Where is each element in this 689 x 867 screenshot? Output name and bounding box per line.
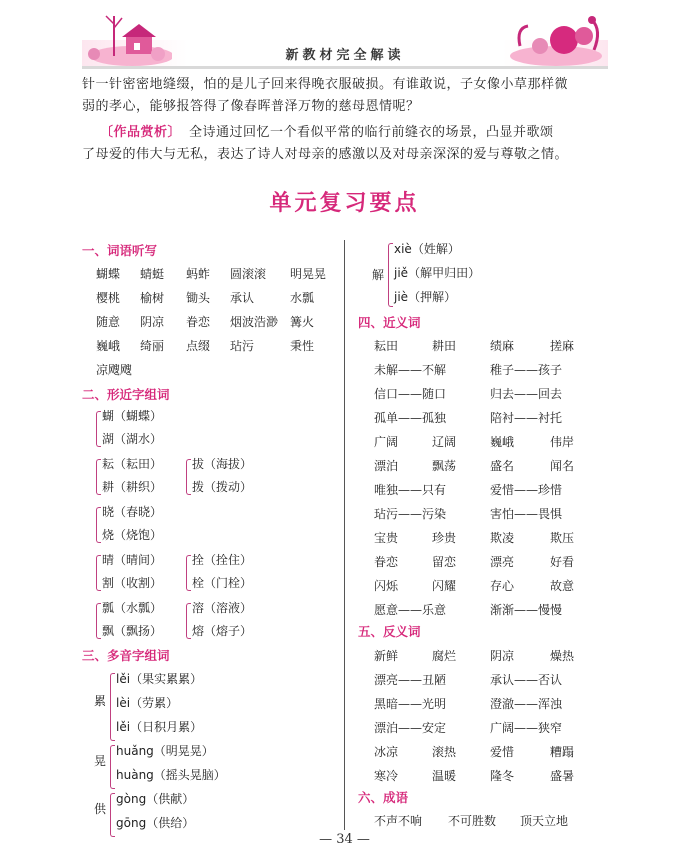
pair-word-a: 晴（晴间） [102,553,163,567]
vocab-word: 点缀 [186,339,211,353]
poly-item [116,814,194,831]
poly-item [394,264,480,281]
vocab-word: 明晃晃 [290,267,327,281]
pair-brace [186,459,191,495]
poly-word: （供给） [146,816,195,830]
poly-brace [388,243,393,307]
poly-word: （摇头晃脑） [153,768,226,782]
pinyin: lěi [116,672,131,686]
pair-brace [96,555,101,591]
pinyin: huàng [116,768,154,782]
syn-word: 珍贵 [432,531,457,545]
syn-word: 爱惜——珍惜 [490,483,563,497]
vocab-word: 蚂蚱 [186,267,211,281]
vocab-word: 承认 [230,291,255,305]
syn-word: 伟岸 [550,435,575,449]
page-number: — 34 — [319,832,370,847]
ant-word: 新鲜 [374,649,399,663]
syn-word: 唯独——只有 [374,483,447,497]
poly-word: （日积月累） [130,720,203,734]
vocab-word: 锄头 [186,291,211,305]
poly-item [116,694,178,711]
syn-word: 飘荡 [432,459,457,473]
vocab-word: 榆树 [140,291,165,305]
vocab-word: 蜻蜓 [140,267,165,281]
vocab-word: 阴凉 [140,315,165,329]
pair-brace [96,459,101,495]
poly-item [394,240,460,257]
poly-word: （果实累累） [130,672,203,686]
poly-item [116,670,202,687]
pair-brace [96,603,101,639]
syn-word: 玷污——污染 [374,507,447,521]
vocab-word: 随意 [96,315,121,329]
pair-word-b: 烧（烧饱） [102,528,163,542]
appreciation-line-2: 了母爱的伟大与无私，表达了诗人对母亲的感激以及对母亲深深的爱与尊敬之情。 [82,147,569,162]
pair-word-c: 拴（拴住） [192,553,253,567]
syn-word: 眷恋 [374,555,399,569]
vocab-word: 圆滚滚 [230,267,267,281]
pair-word-a: 耘（耘田） [102,457,163,471]
ant-word: 承认——否认 [490,673,563,687]
poly-char: 晃 [94,754,107,768]
heading-antonyms: 五、反义词 [358,624,421,639]
heading-idioms: 六、成语 [358,790,409,805]
pair-word-b: 耕（耕织） [102,480,163,494]
ant-word: 盛暑 [550,769,575,783]
poly-word: （解甲归田） [408,266,481,280]
vocab-word: 樱桃 [96,291,121,305]
appreciation-line-1 [100,122,610,144]
syn-word: 信口——随口 [374,387,447,401]
syn-word: 搓麻 [550,339,575,353]
vocab-word: 秉性 [290,339,315,353]
syn-word: 盛名 [490,459,515,473]
heading-vocab-dictation: 一、词语听写 [82,243,158,258]
syn-word: 渐渐——慢慢 [490,603,563,617]
pair-word-b: 割（收割） [102,576,163,590]
poly-item [116,718,202,735]
ant-word: 糟蹋 [550,745,575,759]
poly-word: （明晃晃） [153,744,214,758]
ant-word: 澄澈——浑浊 [490,697,563,711]
vocab-word: 水瓢 [290,291,315,305]
poly-char: 解 [372,268,385,282]
poly-word: （姓解） [411,242,460,256]
poly-char: 累 [94,694,107,708]
ant-word: 黑暗——光明 [374,697,447,711]
syn-word: 巍峨 [490,435,515,449]
intro-line-2: 弱的孝心，能够报答得了像春晖普泽万物的慈母恩情呢？ [82,99,420,114]
syn-word: 广阔 [374,435,399,449]
syn-word: 归去——回去 [490,387,563,401]
column-divider [344,240,345,830]
vocab-word: 眷恋 [186,315,211,329]
pinyin: huǎng [116,744,154,758]
pair-brace [186,603,191,639]
ant-word: 爱惜 [490,745,515,759]
poly-word: （供献） [146,792,195,806]
ant-word: 冰凉 [374,745,399,759]
pinyin: xiè [394,242,412,256]
pair-word-b: 飘（飘扬） [102,624,163,638]
intro-line-1: 针一针密密地缝缀，怕的是儿子回来得晚衣服破损。有谁敢说，子女像小草那样微 [82,77,569,92]
poly-brace [110,673,115,741]
ant-word: 寒冷 [374,769,399,783]
ant-word: 漂亮——丑陋 [374,673,447,687]
pair-brace [186,555,191,591]
pair-word-c: 溶（溶液） [192,601,253,615]
syn-word: 存心 [490,579,515,593]
heading-synonyms: 四、近义词 [358,315,421,330]
poly-item [116,742,214,759]
ant-word: 滚热 [432,745,457,759]
syn-word: 留恋 [432,555,457,569]
pinyin: gōng [116,816,147,830]
vocab-word: 巍峨 [96,339,121,353]
syn-word: 欺凌 [490,531,515,545]
idiom: 顶天立地 [520,814,569,828]
syn-word: 闪耀 [432,579,457,593]
ant-word: 漂泊——安定 [374,721,447,735]
poly-brace [110,745,115,789]
appreciation-tag: 〔作品赏析〕 [100,125,182,140]
poly-word: （劳累） [130,696,179,710]
idiom: 不可胜数 [448,814,497,828]
poly-item [116,766,226,783]
syn-word: 好看 [550,555,575,569]
ant-word: 燥热 [550,649,575,663]
ant-word: 广阔——狭窄 [490,721,563,735]
pair-brace [96,507,101,543]
vocab-word: 烟波浩渺 [230,315,279,329]
ant-word: 温暖 [432,769,457,783]
vocab-word: 蝴蝶 [96,267,121,281]
syn-word: 未解——不解 [374,363,447,377]
vocab-word: 绮丽 [140,339,165,353]
poly-char: 供 [94,802,107,816]
heading-polyphonic: 三、多音字组词 [82,648,170,663]
poly-item [116,790,194,807]
pair-word-d: 拨（拨动） [192,480,253,494]
syn-word: 绩麻 [490,339,515,353]
syn-word: 稚子——孩子 [490,363,563,377]
appreciation-text-1: 全诗通过回忆一个看似平常的临行前缝衣的场景，凸显并歌颂 [189,125,554,140]
syn-word: 辽阔 [432,435,457,449]
pair-word-a: 蝴（蝴蝶） [102,409,163,423]
pair-word-b: 湖（湖水） [102,432,163,446]
poly-item [394,288,456,305]
pair-word-d: 栓（门栓） [192,576,253,590]
pair-word-d: 熔（熔子） [192,624,253,638]
pinyin: lěi [116,720,131,734]
syn-word: 故意 [550,579,575,593]
syn-word: 欺压 [550,531,575,545]
heading-similar-chars: 二、形近字组词 [82,387,170,402]
pinyin: lèi [116,696,131,710]
vocab-word: 篝火 [290,315,315,329]
ant-word: 腐烂 [432,649,457,663]
pinyin: jiě [394,266,409,280]
pair-word-a: 瓢（水瓢） [102,601,163,615]
syn-word: 闪烁 [374,579,399,593]
syn-word: 闻名 [550,459,575,473]
ant-word: 隆冬 [490,769,515,783]
pair-word-a: 晓（春晓） [102,505,163,519]
syn-word: 耕田 [432,339,457,353]
pair-word-c: 拔（海拔） [192,457,253,471]
page-header [82,6,608,68]
syn-word: 漂亮 [490,555,515,569]
vocab-word: 凉飕飕 [96,363,133,377]
syn-word: 陪衬——衬托 [490,411,563,425]
poly-word: （押解） [408,290,457,304]
syn-word: 孤单——孤独 [374,411,447,425]
poly-brace [110,793,115,837]
header-title: 新教材完全解读 [285,48,405,63]
pinyin: jiè [394,290,409,304]
idiom: 不声不响 [374,814,423,828]
syn-word: 耘田 [374,339,399,353]
vocab-word: 玷污 [230,339,255,353]
syn-word: 宝贵 [374,531,399,545]
syn-word: 害怕——畏惧 [490,507,563,521]
syn-word: 漂泊 [374,459,399,473]
section-title: 单元复习要点 [269,190,420,216]
pair-brace [96,411,101,447]
ant-word: 阴凉 [490,649,515,663]
syn-word: 愿意——乐意 [374,603,447,617]
pinyin: gòng [116,792,147,806]
